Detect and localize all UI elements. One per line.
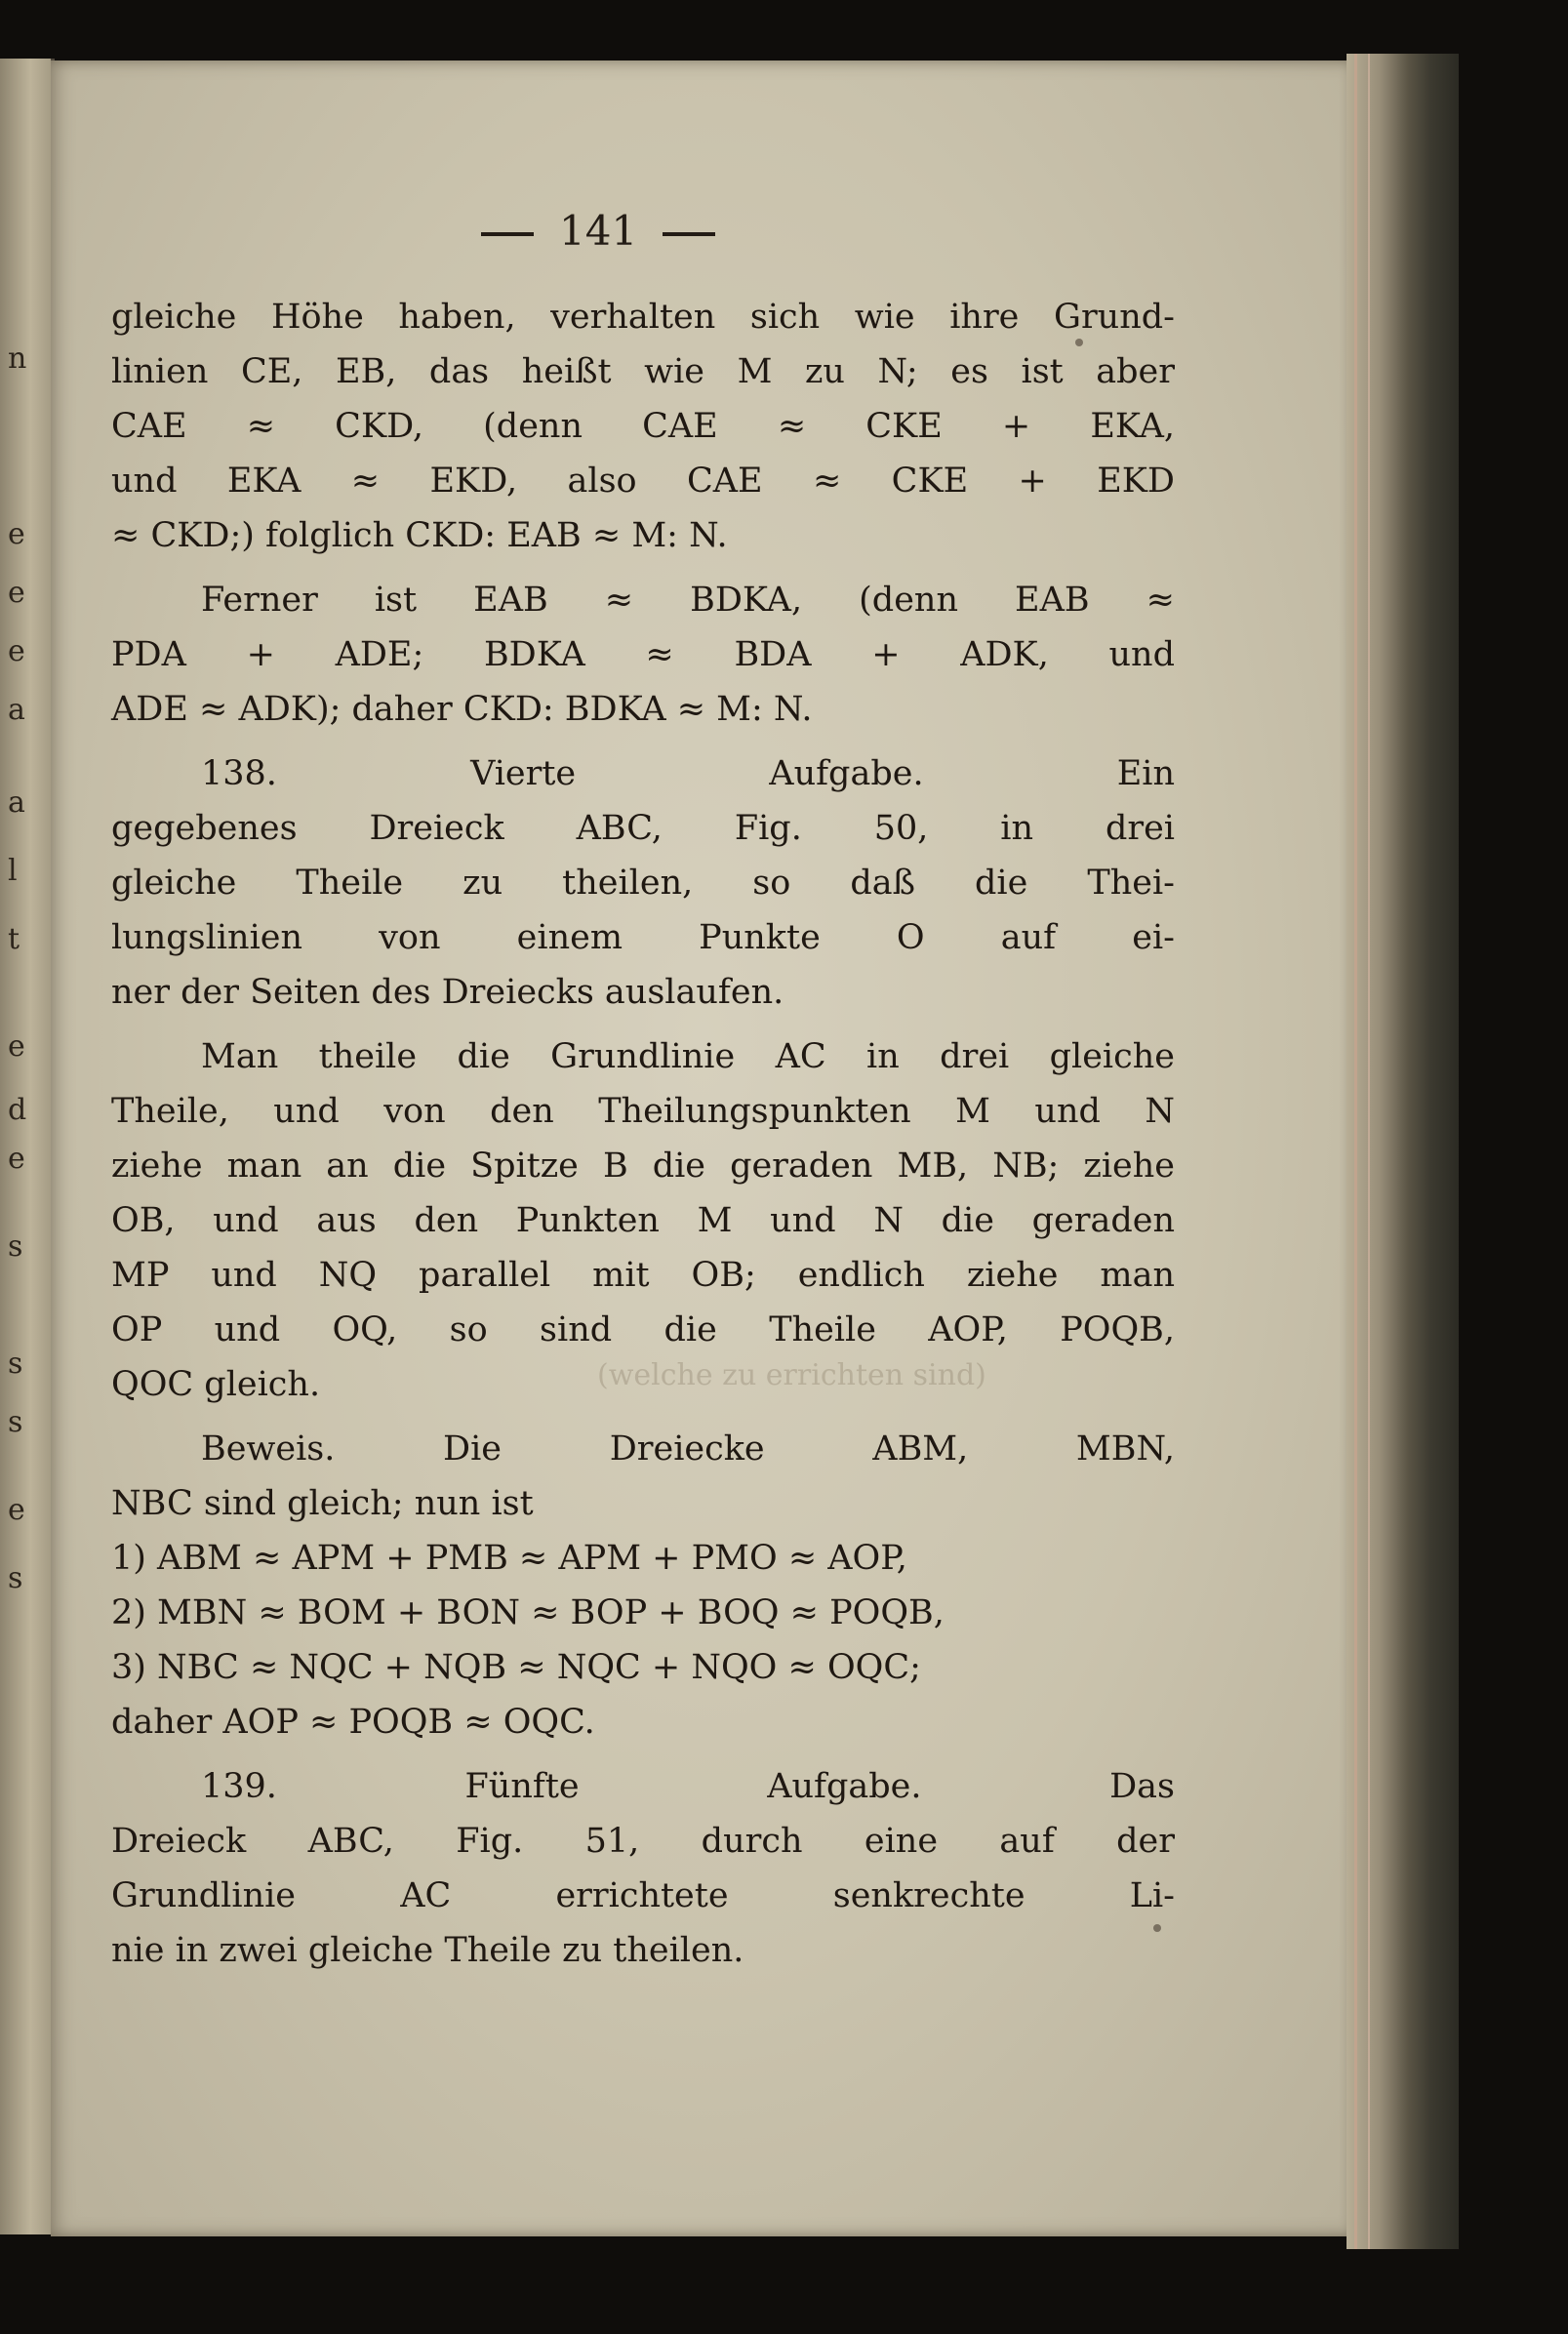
equation-line: 1) ABM ≈ APM + PMB ≈ APM + PMO ≈ AOP,	[111, 1539, 907, 1578]
text-line: gleiche Höhe haben, verhalten sich wie ihre Grund-	[111, 298, 1175, 337]
previous-page-glyphs	[2, 59, 49, 2234]
previous-page-edge	[0, 59, 55, 2234]
text-line: ziehe man an die Spitze B die geraden MB, NB; ziehe	[111, 1147, 1175, 1186]
ink-speck	[1075, 339, 1083, 346]
previous-page-glyph: n	[8, 342, 27, 376]
previous-page-glyph: l	[8, 854, 18, 888]
text-line: Man theile die Grundlinie AC in drei gleiche	[201, 1037, 1175, 1076]
text-line: ≈ CKD;) folglich CKD: EAB ≈ M: N.	[111, 516, 728, 555]
text-line: Grundlinie AC errichtete senkrechte Li-	[111, 1876, 1175, 1915]
ink-speck	[1153, 1924, 1161, 1932]
equation-line: 3) NBC ≈ NQC + NQB ≈ NQC + NQO ≈ OQC;	[111, 1648, 921, 1687]
text-line: CAE ≈ CKD, (denn CAE ≈ CKE + EKA,	[111, 407, 1175, 446]
text-line: lungslinien von einem Punkte O auf ei-	[111, 918, 1175, 957]
text-line: linien CE, EB, das heißt wie M zu N; es ist aber	[111, 352, 1175, 391]
header-dash-right	[663, 232, 715, 236]
text-line: Theile, und von den Theilungspunkten M und N	[111, 1092, 1175, 1131]
equation-line: 2) MBN ≈ BOM + BON ≈ BOP + BOQ ≈ POQB,	[111, 1593, 945, 1632]
page-block-edge	[1347, 54, 1459, 2249]
previous-page-glyph: d	[8, 1093, 27, 1127]
text-line: MP und NQ parallel mit OB; endlich ziehe man	[111, 1256, 1175, 1295]
previous-page-glyph: e	[8, 1142, 25, 1176]
paragraph-spacer	[111, 563, 1175, 573]
bleed-through-ink: (welche zu errichten sind)	[597, 1358, 986, 1392]
text-line: nie in zwei gleiche Theile zu theilen.	[111, 1931, 744, 1970]
text-line: ADE ≈ ADK); daher CKD: BDKA ≈ M: N.	[111, 690, 813, 729]
paragraph-spacer	[111, 737, 1175, 746]
previous-page-glyph: t	[8, 922, 20, 956]
previous-page-glyph: e	[8, 634, 25, 668]
page-number: 141	[559, 207, 638, 255]
text-line: NBC sind gleich; nun ist	[111, 1484, 534, 1523]
paragraph-spacer	[111, 1750, 1175, 1759]
text-line: PDA + ADE; BDKA ≈ BDA + ADK, und	[111, 635, 1175, 674]
text-line: QOC gleich.	[111, 1365, 321, 1404]
previous-page-glyph: e	[8, 1029, 25, 1064]
previous-page-glyph: s	[8, 1561, 23, 1595]
text-line: gleiche Theile zu theilen, so daß die Thei-	[111, 864, 1175, 903]
previous-page-glyph: e	[8, 517, 25, 551]
previous-page-glyph: a	[8, 785, 25, 820]
text-line: Ferner ist EAB ≈ BDKA, (denn EAB ≈	[201, 581, 1175, 620]
text-line: OB, und aus den Punkten M und N die geraden	[111, 1201, 1175, 1240]
previous-page-glyph: e	[8, 576, 25, 610]
header-dash-left	[481, 232, 534, 236]
text-line: 138. Vierte Aufgabe. Ein	[201, 754, 1175, 793]
previous-page-glyph: a	[8, 693, 25, 727]
equation-line: daher AOP ≈ POQB ≈ OQC.	[111, 1703, 595, 1742]
book-page	[51, 60, 1353, 2236]
text-line: OP und OQ, so sind die Theile AOP, POQB,	[111, 1310, 1175, 1349]
text-line: und EKA ≈ EKD, also CAE ≈ CKE + EKD	[111, 462, 1175, 501]
paragraph-spacer	[111, 1412, 1175, 1422]
text-line: 139. Fünfte Aufgabe. Das	[201, 1767, 1175, 1806]
previous-page-glyph: e	[8, 1493, 25, 1527]
previous-page-glyph: s	[8, 1229, 23, 1264]
text-line: Dreieck ABC, Fig. 51, durch eine auf der	[111, 1822, 1175, 1861]
text-line: ner der Seiten des Dreiecks auslaufen.	[111, 973, 784, 1012]
paragraph-spacer	[111, 1020, 1175, 1029]
text-line: Beweis. Die Dreiecke ABM, MBN,	[201, 1429, 1175, 1469]
previous-page-glyph: s	[8, 1347, 23, 1381]
page-text	[111, 290, 1175, 1978]
text-line: gegebenes Dreieck ABC, Fig. 50, in drei	[111, 809, 1175, 848]
previous-page-glyph: s	[8, 1405, 23, 1439]
